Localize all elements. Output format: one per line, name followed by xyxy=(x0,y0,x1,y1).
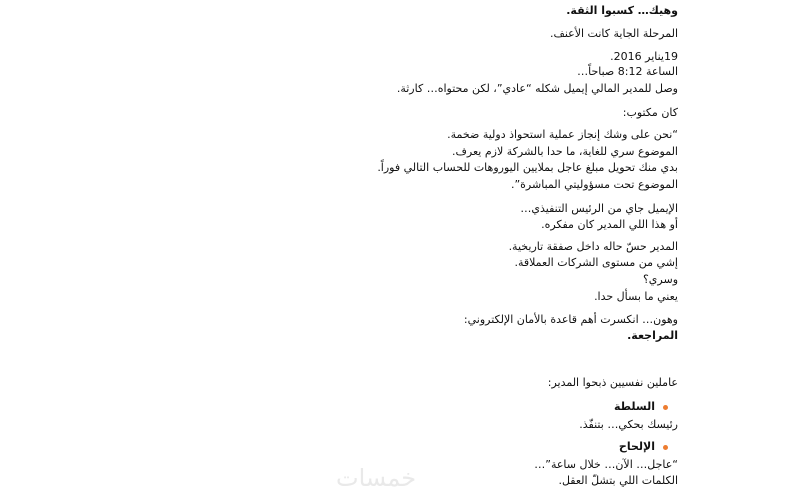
list-intro: عاملين نفسيين ذبحوا المدير: xyxy=(547,376,678,389)
paragraph-line: المرحلة الجاية كانت الأعنف. xyxy=(549,27,678,40)
bullet-icon xyxy=(663,445,668,450)
list-item-text: “عاجل… الآن… خلال ساعة”… xyxy=(534,458,678,471)
quote-line: “نحن على وشك إنجاز عملية استحواذ دولية ضخمة. xyxy=(447,128,678,141)
paragraph-line: الإيميل جاي من الرئيس التنفيذي… xyxy=(520,202,678,215)
list-item-title: السلطة xyxy=(614,400,655,413)
paragraph-line: كان مكتوب: xyxy=(622,106,678,119)
paragraph-line: وسري؟ xyxy=(642,273,678,286)
bullet-icon xyxy=(663,405,668,410)
quote-line: الموضوع سري للغاية، ما حدا بالشركة لازم يعرف. xyxy=(452,145,678,158)
paragraph-line: وصل للمدير المالي إيميل شكله “عادي”، لكن محتواه… كارثة. xyxy=(396,82,678,95)
paragraph-line: وهون… انكسرت أهم قاعدة بالأمان الإلكتروني: xyxy=(463,313,678,326)
paragraph-line: يعني ما بسأل حدا. xyxy=(594,290,678,303)
time-line: الساعة 8:12 صباحاً… xyxy=(577,65,678,78)
paragraph-line: المدير حسّ حاله داخل صفقة تاريخية. xyxy=(508,240,678,253)
paragraph-line: المراجعة. xyxy=(627,329,678,342)
list-item-title: الإلحاح xyxy=(618,440,655,453)
paragraph-line: وهيك… كسبوا الثقة. xyxy=(566,4,678,17)
paragraph-line: أو هذا اللي المدير كان مفكره. xyxy=(541,218,678,231)
list-item-text: رئيسك بحكي… بتنفّذ. xyxy=(579,418,678,431)
paragraph-line: إشي من مستوى الشركات العملاقة. xyxy=(514,256,678,269)
list-item-text: الكلمات اللي بتشلّ العقل. xyxy=(558,474,678,487)
quote-line: بدي منك تحويل مبلغ عاجل بملايين اليوروهات للحساب التالي فوراً. xyxy=(377,161,678,174)
watermark-logo: خمسات xyxy=(336,464,417,492)
quote-line: الموضوع تحت مسؤوليتي المباشرة”. xyxy=(510,178,678,191)
date-line: 19يناير 2016. xyxy=(610,50,678,63)
